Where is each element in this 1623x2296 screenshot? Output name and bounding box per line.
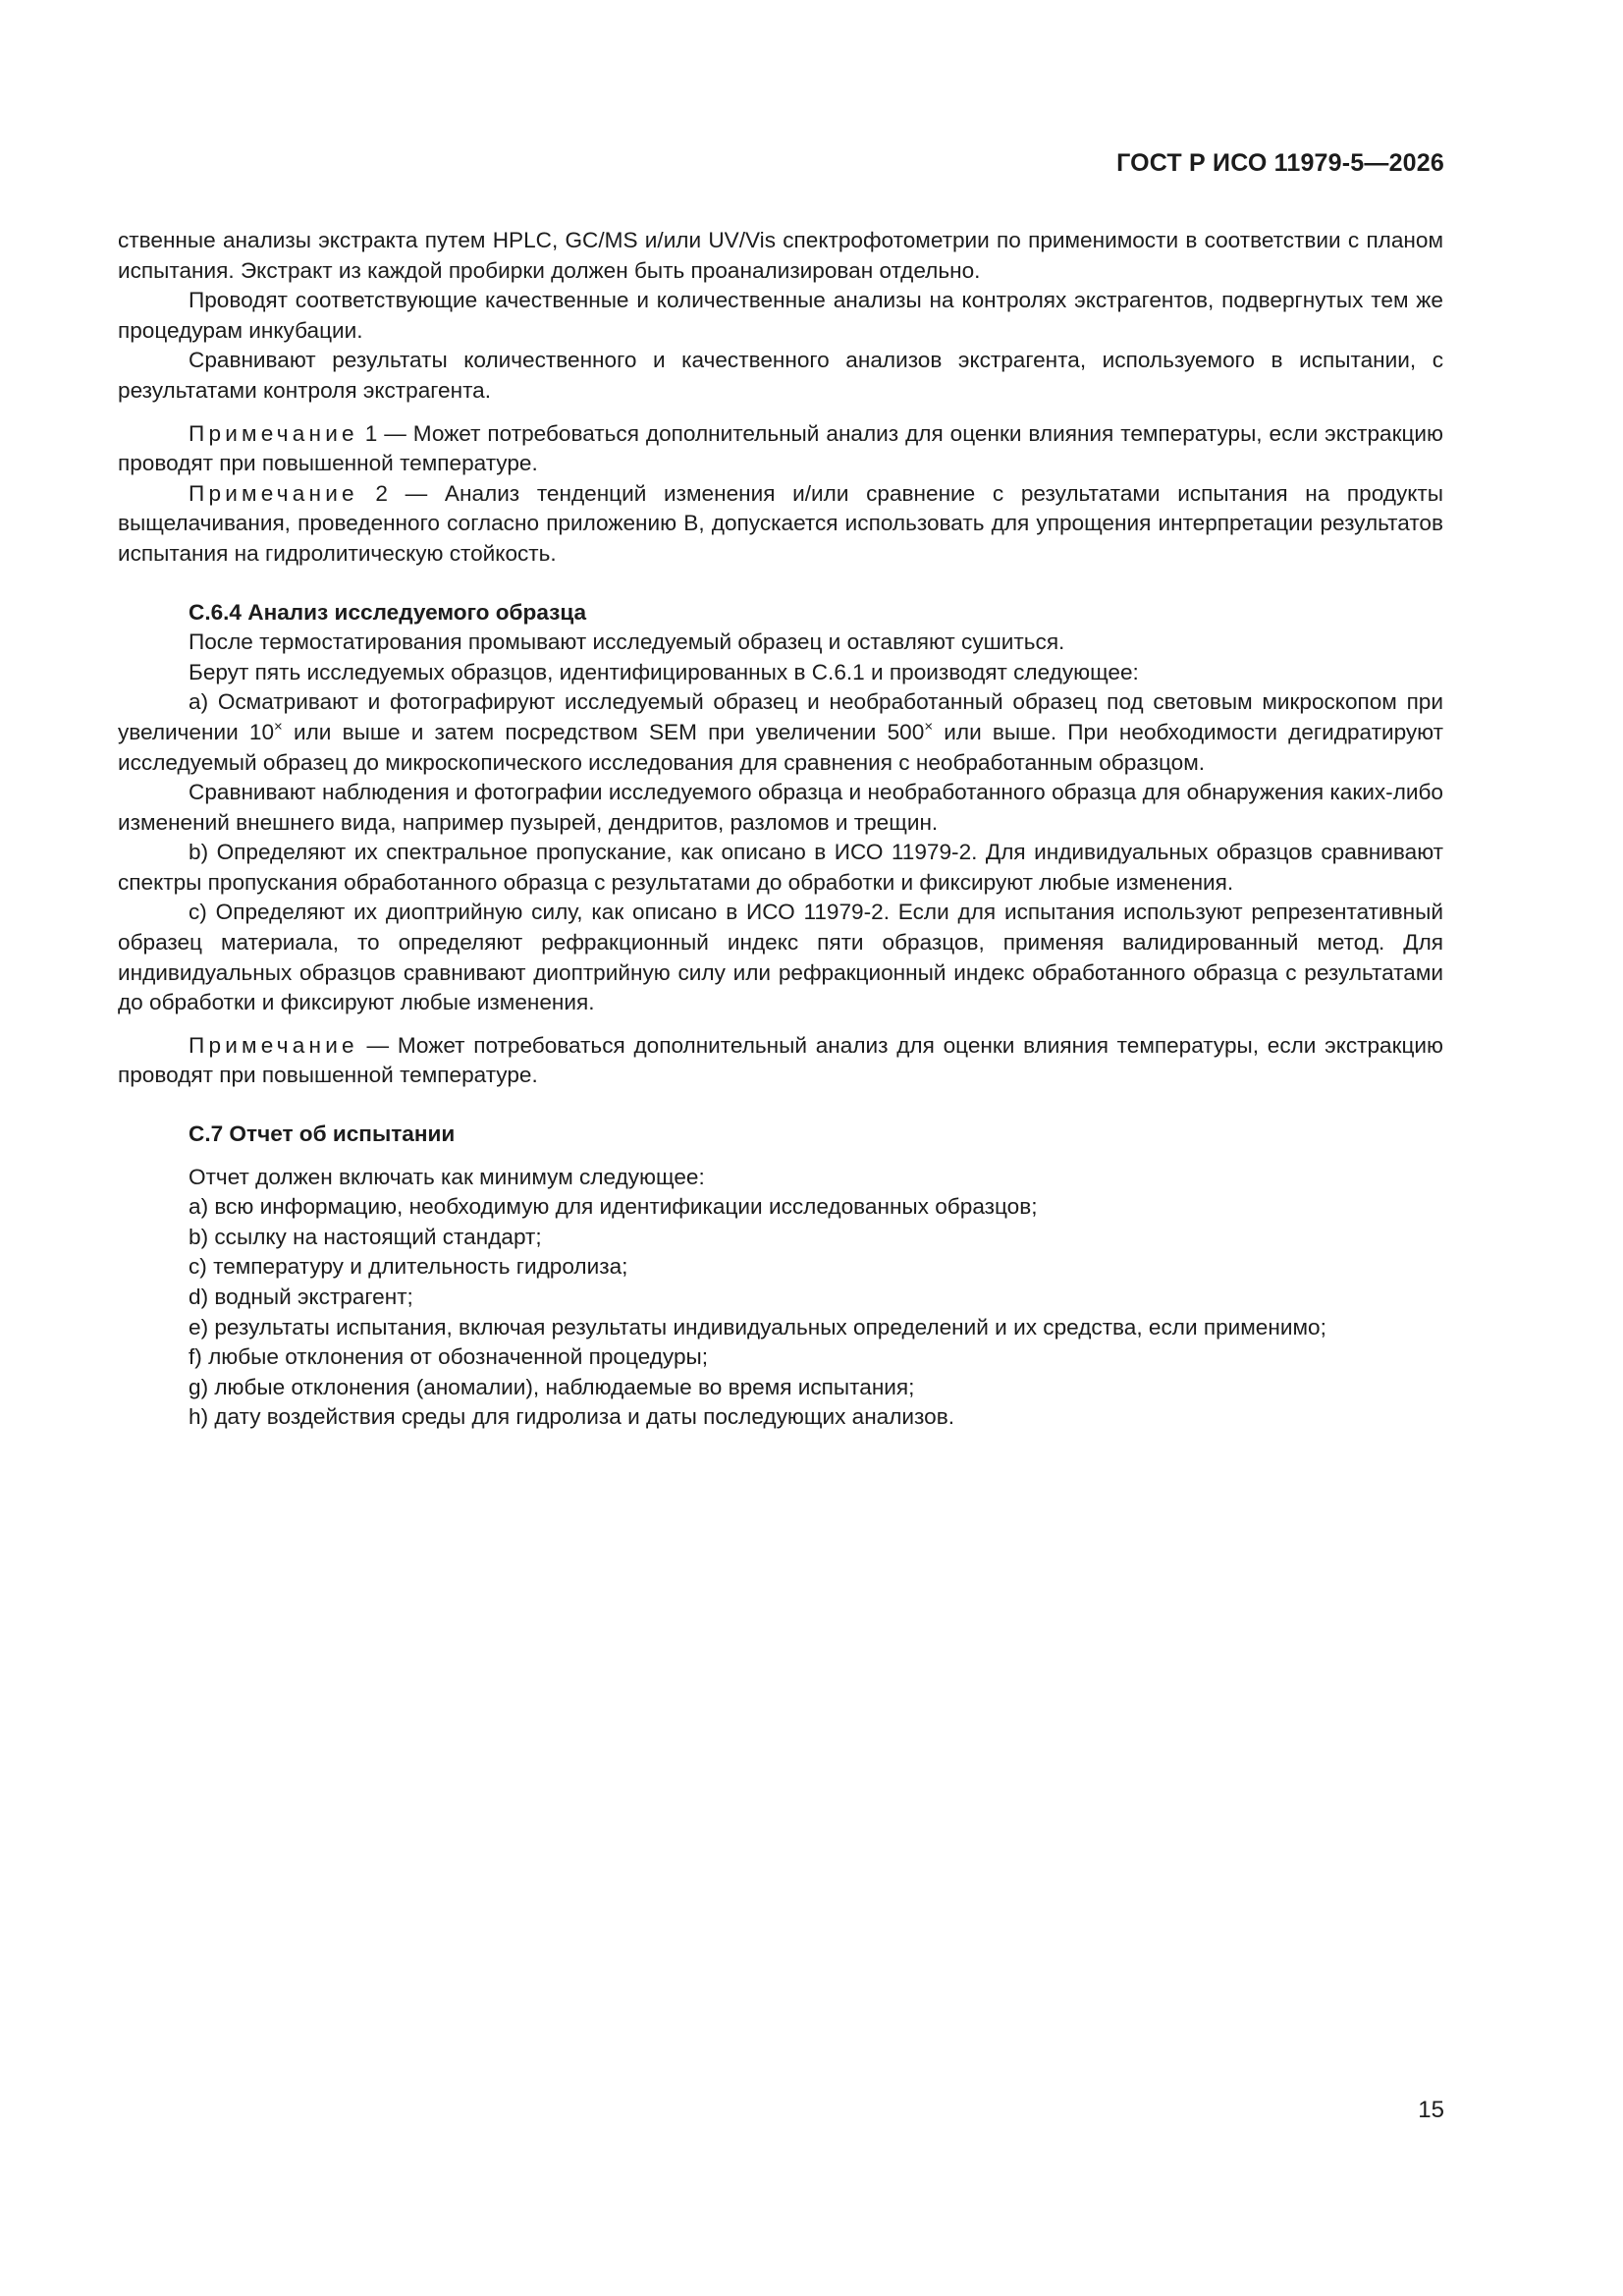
note-text: — Может потребоваться дополнительный анализ для оценки влияния температуры, если экстракцию проводят при повышенной температуре.: [118, 1032, 1443, 1088]
page-number: 15: [1418, 2097, 1444, 2123]
note-label: Примечание: [189, 480, 358, 506]
magnification-sup: ×: [274, 718, 283, 736]
text-run: или выше и затем посредством SEM при увеличении 500: [282, 719, 925, 744]
paragraph: Сравнивают наблюдения и фотографии исследуемого образца и необработанного образца для обнаружения каких-либо изменений внешнего вида, например пузырей, дендритов, разломов и трещин.: [118, 780, 1443, 835]
paragraph: После термостатирования промывают исследуемый образец и оставляют сушиться.: [189, 629, 1065, 655]
note-label: Примечание: [189, 420, 358, 446]
list-item: e) результаты испытания, включая результаты индивидуальных определений и их средства, если применимо;: [189, 1314, 1326, 1339]
document-code-header: ГОСТ Р ИСО 11979-5—2026: [1116, 149, 1444, 177]
text-run: или выше. При необходимости дегидратируют исследуемый образец до микроскопического исследования для сравнения с необработанным образцом.: [118, 719, 1443, 775]
paragraph-item-a: [118, 687, 1443, 778]
section-heading-c64: С.6.4 Анализ исследуемого образца: [189, 599, 587, 625]
note-2: [118, 479, 1443, 570]
list-item: d) водный экстрагент;: [189, 1285, 413, 1309]
note-label: Примечание: [189, 1032, 358, 1058]
paragraph-item-b: b) Определяют их спектральное пропускание, как описано в ИСО 11979-2. Для индивидуальных образцов сравнивают спектры пропускания обработанного образца с результатами до обработки и фиксируют любые изменения.: [118, 840, 1443, 895]
paragraph: ственные анализы экстракта путем HPLC, GC/MS и/или UV/Vis спектрофотометрии по применимости в соответствии с планом испытания. Экстракт из каждой пробирки должен быть проанализирован отдельно.: [118, 228, 1443, 283]
list-item: b) ссылку на настоящий стандарт;: [189, 1224, 542, 1249]
list-item: a) всю информацию, необходимую для идентификации исследованных образцов;: [189, 1194, 1038, 1220]
paragraph: Проводят соответствующие качественные и количественные анализы на контролях экстрагентов, подвергнутых тем же процедурам инкубации.: [118, 288, 1443, 343]
list-item: g) любые отклонения (аномалии), наблюдаемые во время испытания;: [189, 1374, 915, 1399]
paragraph: Берут пять исследуемых образцов, идентифицированных в С.6.1 и производят следующее:: [189, 659, 1139, 684]
note-3: [118, 1031, 1443, 1091]
list-item: f) любые отклонения от обозначенной процедуры;: [189, 1344, 709, 1370]
document-body: [118, 226, 1443, 1433]
paragraph-item-c: c) Определяют их диоптрийную силу, как описано в ИСО 11979-2. Если для испытания используют репрезентативный образец материала, то определяют рефракционный индекс пяти образцов, применяя валидированный метод. Для индивидуальных образцов сравнивают диоптрийную силу или рефракционный индекс обработанного образца с результатами до обработки и фиксируют любые изменения.: [118, 900, 1443, 1015]
note-text: 2 — Анализ тенденций изменения и/или сравнение с результатами испытания на продукты выщелачивания, проведенного согласно приложению В, допускается использовать для упрощения интерпретации результатов испытания на гидролитическую стойкость.: [118, 480, 1443, 566]
section-heading-c7: С.7 Отчет об испытании: [189, 1121, 456, 1147]
paragraph: Отчет должен включать как минимум следующее:: [189, 1164, 705, 1189]
paragraph: Сравнивают результаты количественного и качественного анализов экстрагента, используемого в испытании, с результатами контроля экстрагента.: [118, 348, 1443, 403]
note-text: 1 — Может потребоваться дополнительный анализ для оценки влияния температуры, если экстракцию проводят при повышенной температуре.: [118, 420, 1443, 476]
magnification-sup: ×: [924, 718, 934, 736]
list-item: h) дату воздействия среды для гидролиза и даты последующих анализов.: [189, 1404, 955, 1430]
list-item: c) температуру и длительность гидролиза;: [189, 1254, 628, 1280]
note-1: [118, 419, 1443, 479]
text-run: a) Осматривают и фотографируют исследуемый образец и необработанный образец под световым микроскопом при увеличении 10: [118, 689, 1443, 744]
